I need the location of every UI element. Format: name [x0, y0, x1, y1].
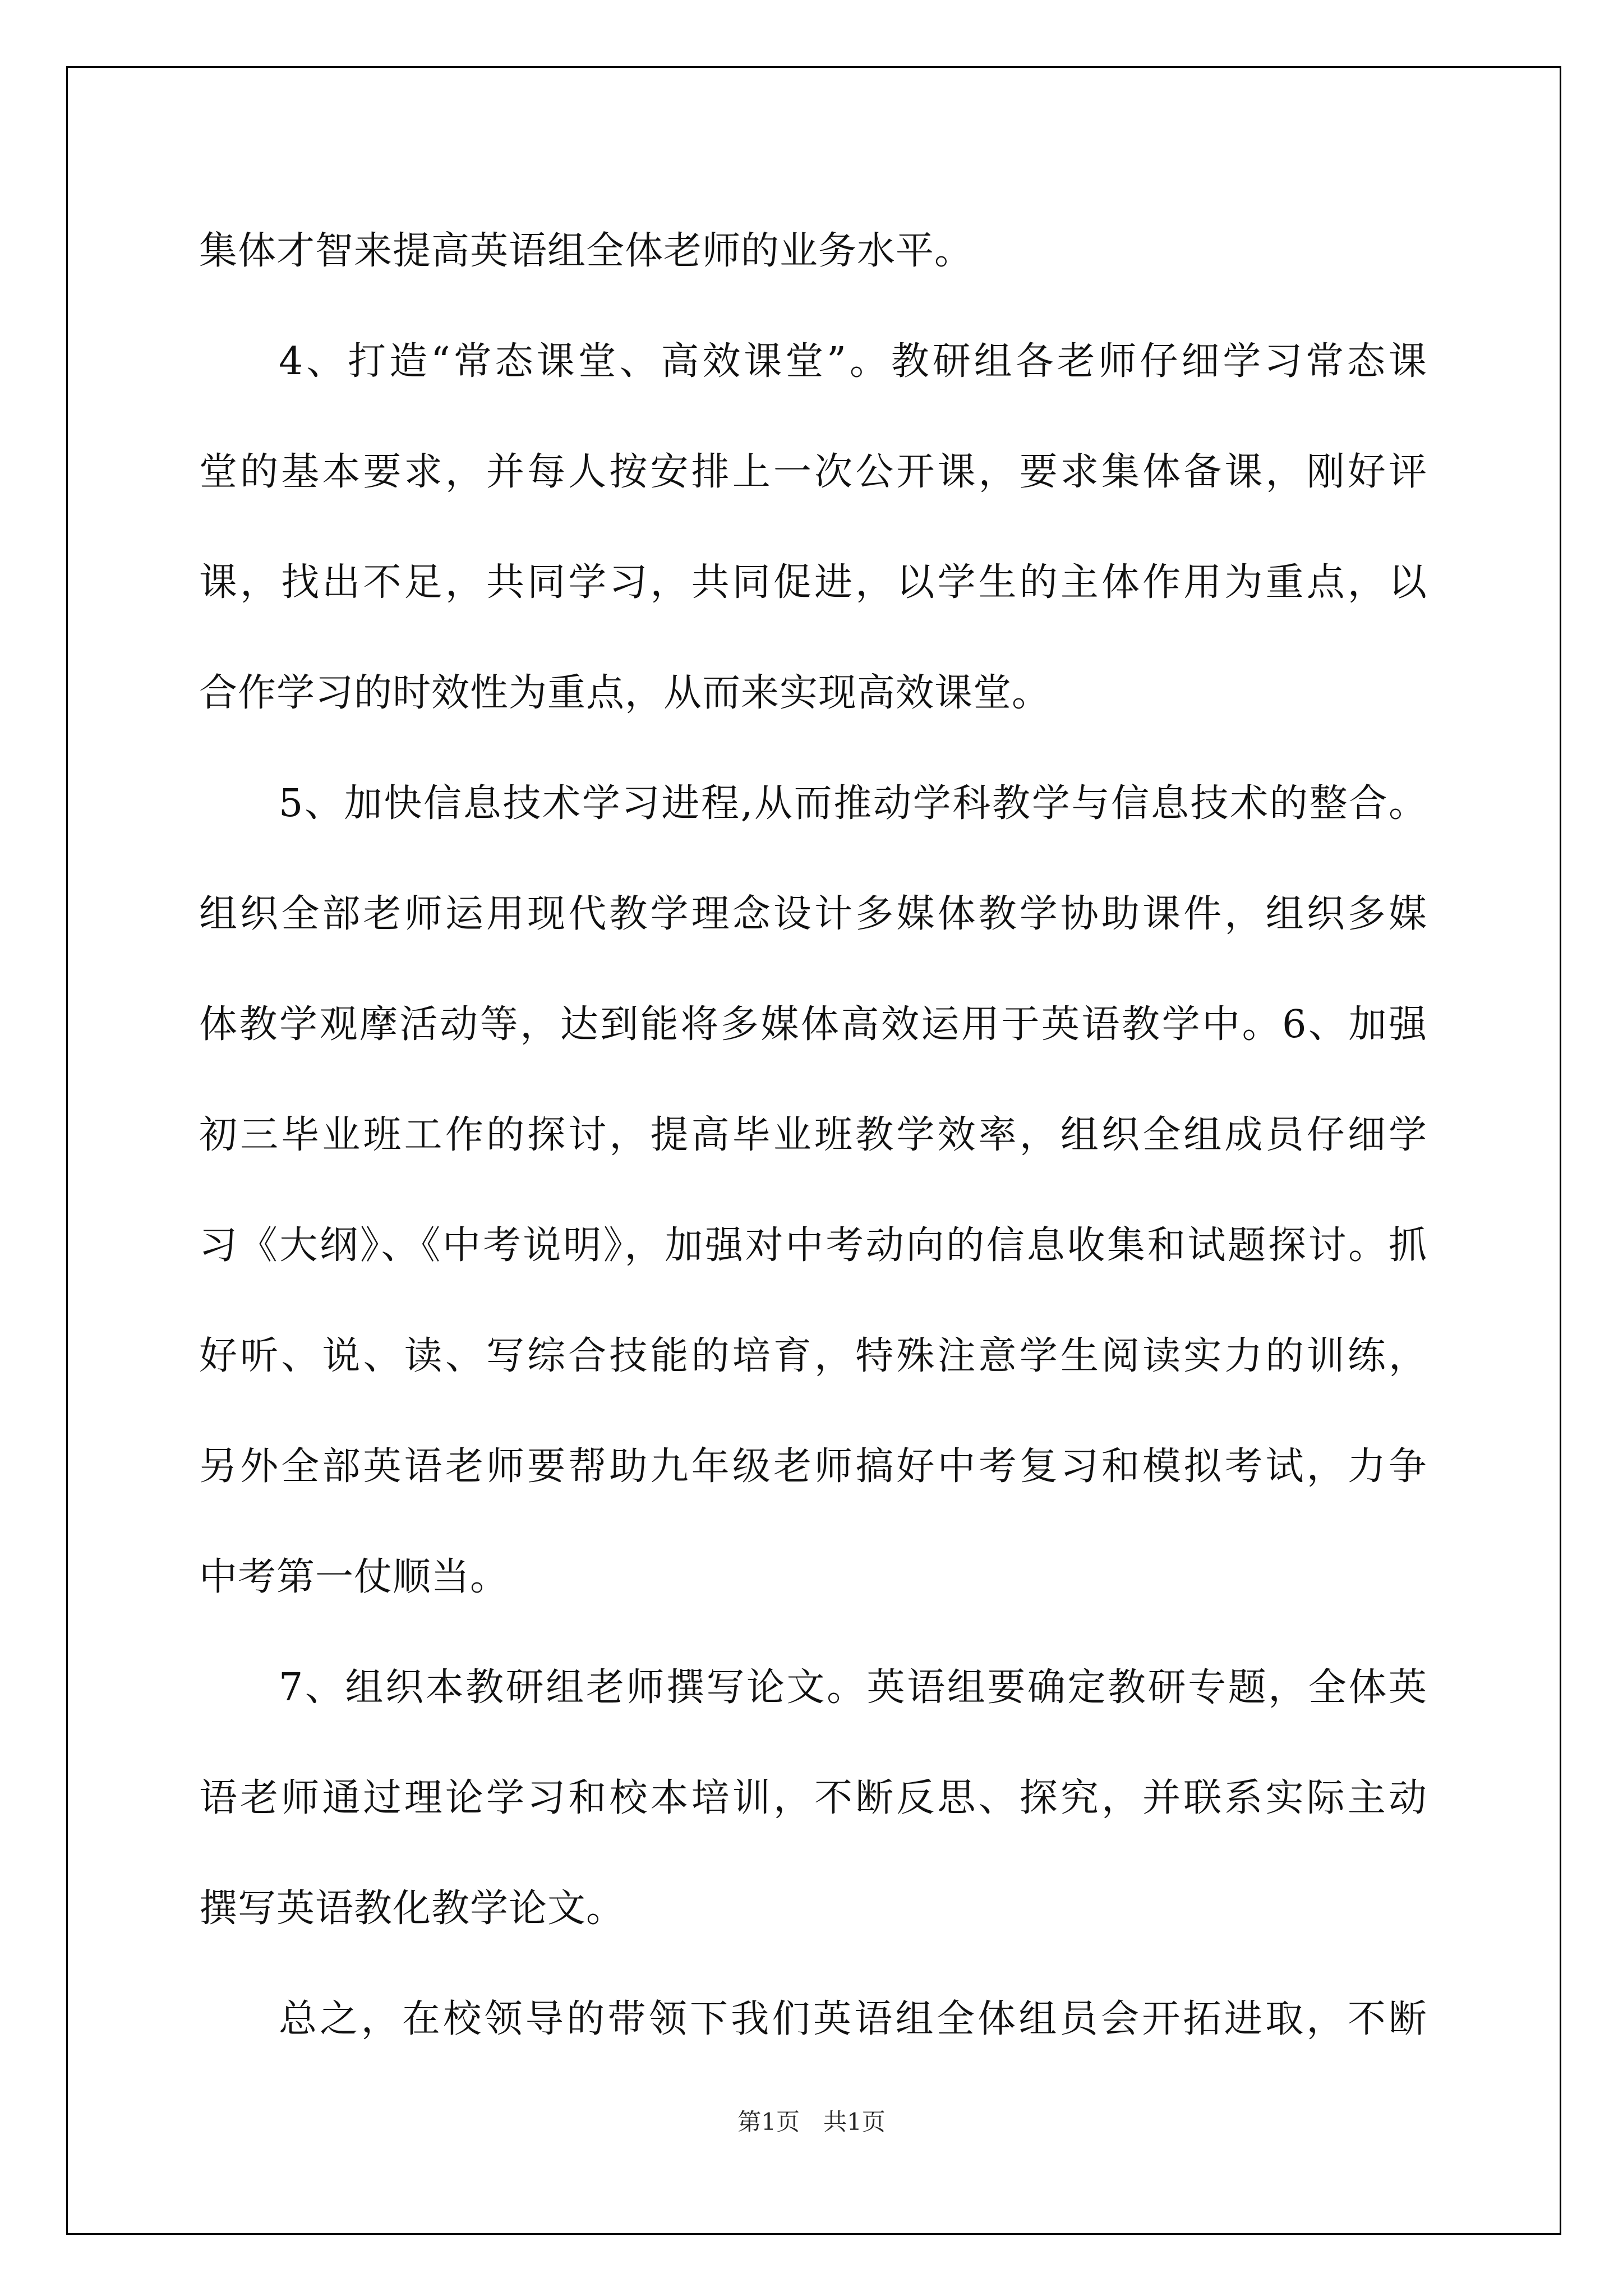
text-line-11: 好听、说、读、写综合技能的培育，特殊注意学生阅读实力的训练， [199, 1334, 1427, 1378]
text-line-17: 总之，在校领导的带领下我们英语组全体组员会开拓进取，不断 [279, 1997, 1427, 2041]
text-line-15: 语老师通过理论学习和校本培训，不断反思、探究，并联系实际主动 [199, 1776, 1427, 1820]
text-line-7: 组织全部老师运用现代教学理念设计多媒体教学协助课件，组织多媒 [199, 892, 1427, 936]
text-line-13: 中考第一仗顺当。 [199, 1555, 509, 1599]
text-line-10: 习《大纲》、《中考说明》，加强对中考动向的信息收集和试题探讨。抓 [199, 1223, 1427, 1268]
text-line-2: 4、打造“常态课堂、高效课堂”。教研组各老师仔细学习常态课 [279, 339, 1427, 384]
text-line-5: 合作学习的时效性为重点，从而来实现高效课堂。 [199, 671, 1051, 715]
text-line-6: 5、加快信息技术学习进程,从而推动学科教学与信息技术的整合。 [279, 781, 1427, 826]
text-line-12: 另外全部英语老师要帮助九年级老师搞好中考复习和模拟考试，力争 [199, 1444, 1427, 1489]
page-number-footer: 第1页 共1页 [737, 2108, 886, 2136]
text-line-3: 堂的基本要求，并每人按安排上一次公开课，要求集体备课，刚好评 [199, 450, 1427, 494]
text-line-9: 初三毕业班工作的探讨，提高毕业班教学效率，组织全组成员仔细学 [199, 1113, 1427, 1157]
text-line-14: 7、组织本教研组老师撰写论文。英语组要确定教研专题，全体英 [279, 1665, 1427, 1710]
text-line-16: 撰写英语教化教学论文。 [199, 1887, 625, 1931]
text-line-1: 集体才智来提高英语组全体老师的业务水平。 [199, 229, 974, 273]
text-line-8: 体教学观摩活动等，达到能将多媒体高效运用于英语教学中。6、加强 [199, 1002, 1427, 1047]
text-line-4: 课，找出不足，共同学习，共同促进，以学生的主体作用为重点，以 [199, 560, 1427, 605]
